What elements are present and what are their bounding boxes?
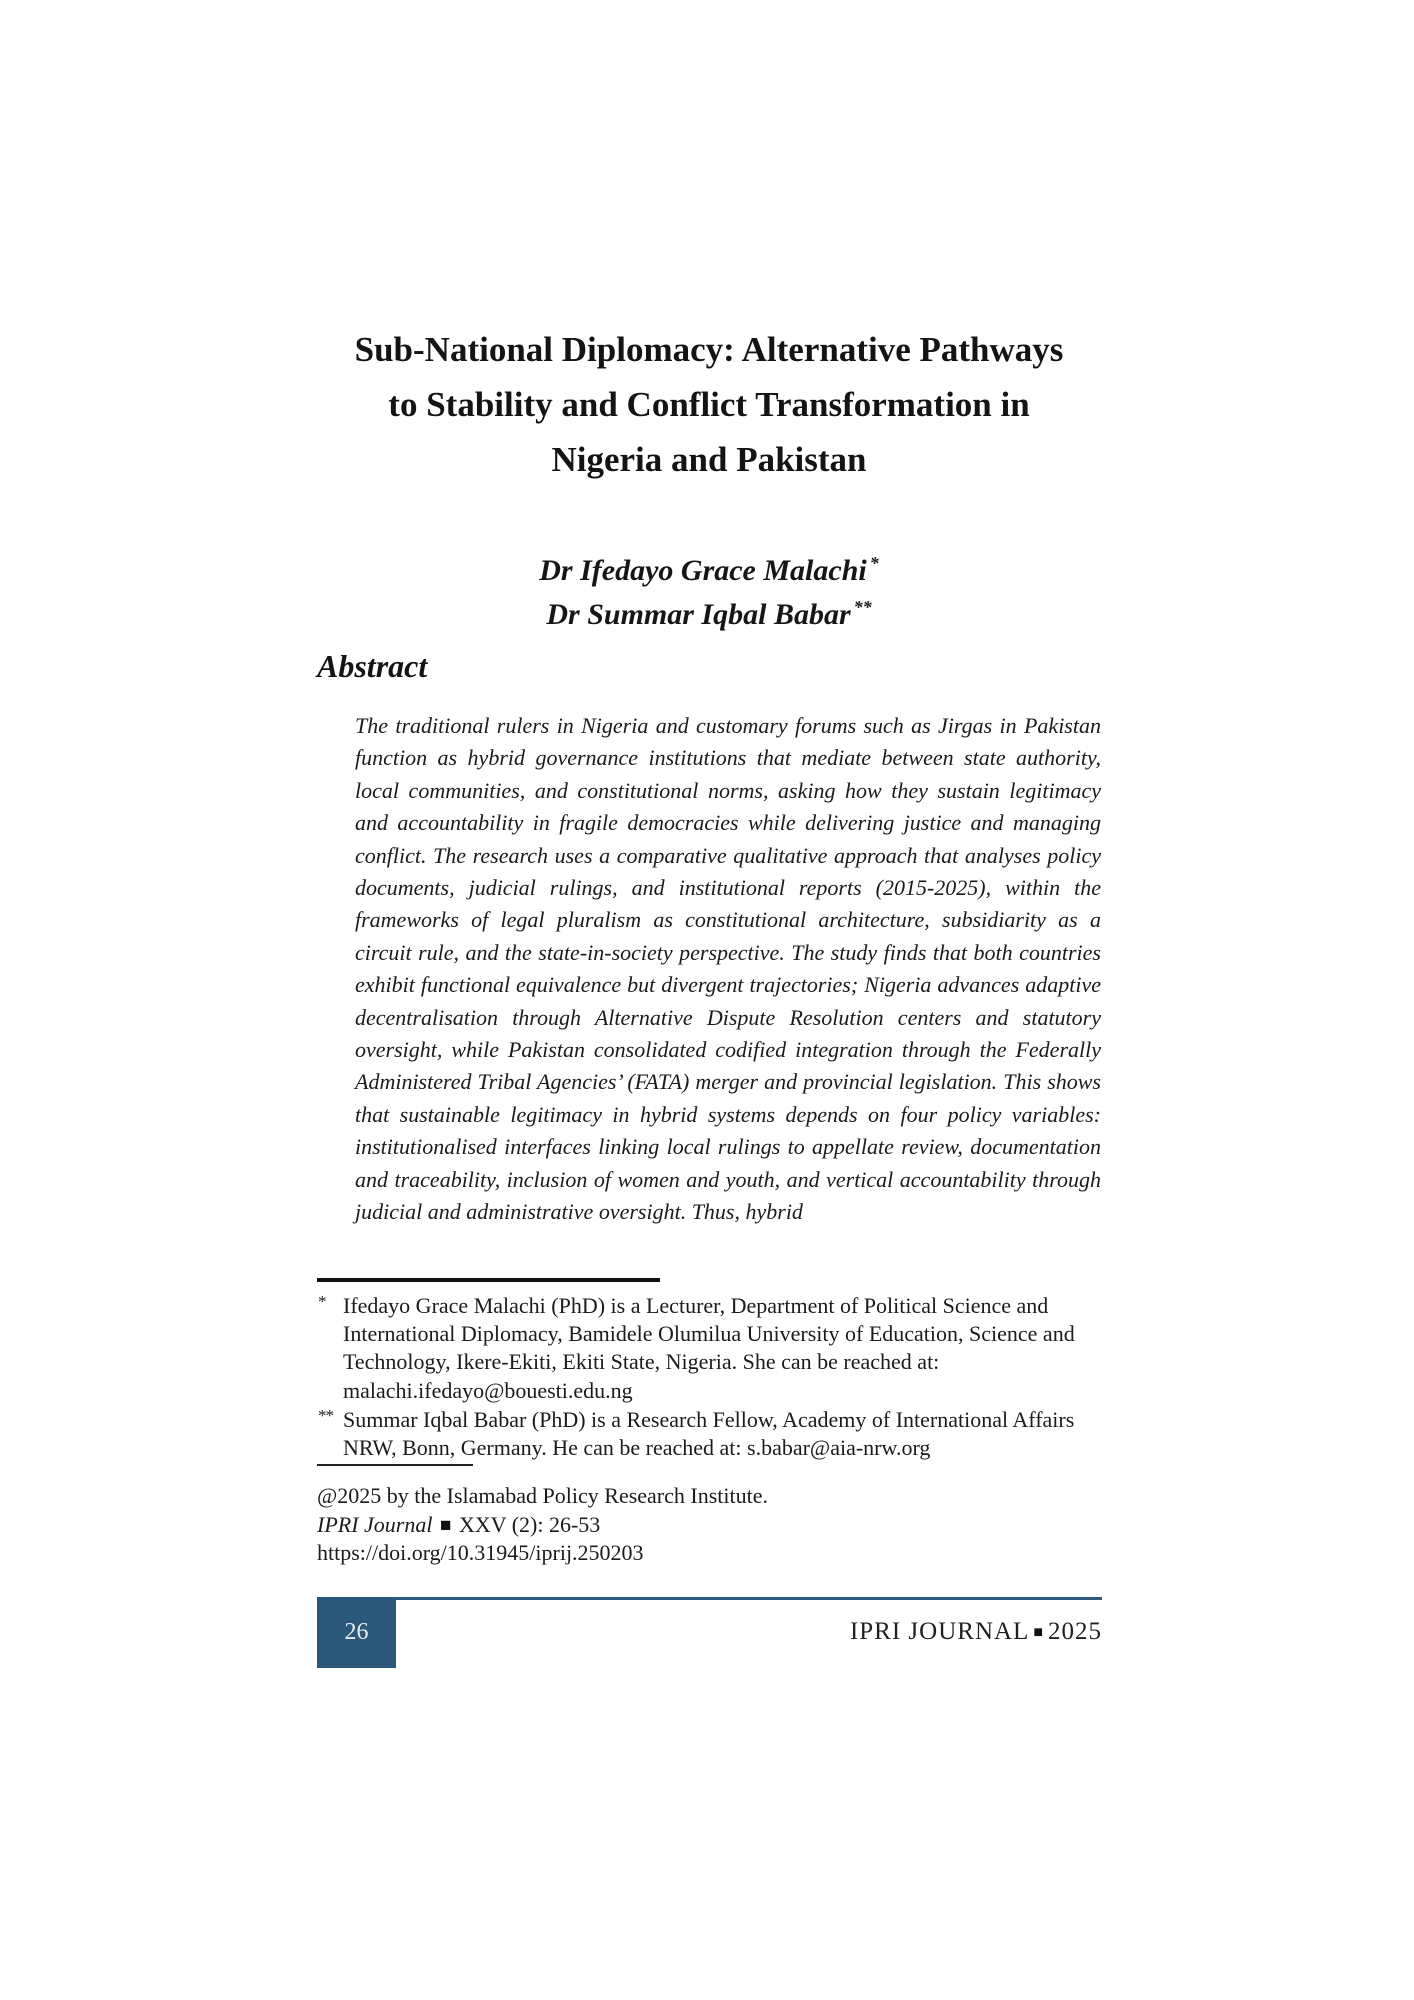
footnote-2-marker: **	[318, 1405, 333, 1425]
footer-rule	[317, 1597, 1102, 1600]
author-1-footnote-marker: *	[869, 553, 879, 573]
imprint-block	[317, 1482, 1117, 1568]
journal-name-italic: IPRI Journal	[317, 1511, 433, 1537]
article-title-line-2: to Stability and Conflict Transformation in	[388, 385, 1030, 424]
footnote-1-marker: *	[318, 1292, 326, 1311]
footnote-1	[317, 1292, 1117, 1405]
author-2	[317, 589, 1101, 633]
author-block	[317, 545, 1101, 633]
journal-issue-line	[317, 1511, 1117, 1540]
imprint-separator-rule	[317, 1464, 473, 1466]
footnote-2-line-2: NRW, Bonn, Germany. He can be reached at: s.babar@aia-nrw.org	[343, 1435, 931, 1461]
author-2-name: Dr Summar Iqbal Babar	[546, 598, 851, 631]
author-1-name: Dr Ifedayo Grace Malachi	[539, 554, 867, 587]
square-bullet-icon: ■	[439, 1514, 452, 1536]
footnote-2-line-1: Summar Iqbal Babar (PhD) is a Research Fellow, Academy of International Affairs	[343, 1406, 1075, 1432]
footer-journal-name: IPRI JOURNAL	[849, 1618, 1030, 1645]
author-2-footnote-marker: **	[853, 597, 872, 617]
article-title-line-1: Sub-National Diplomacy: Alternative Pathways	[354, 330, 1064, 369]
footnote-1-line-1: Ifedayo Grace Malachi (PhD) is a Lecturer, Department of Political Science and	[343, 1293, 1049, 1318]
author-1	[317, 545, 1101, 589]
footnote-separator-rule	[317, 1278, 660, 1282]
footnote-1-line-3: Technology, Ikere-Ekiti, Ekiti State, Nigeria. She can be reached at:	[343, 1349, 940, 1375]
article-title-line-3: Nigeria and Pakistan	[551, 440, 867, 479]
footnotes	[317, 1292, 1117, 1463]
footer-square-bullet-icon: ■	[1033, 1624, 1044, 1641]
page-number: 26	[344, 1619, 369, 1645]
abstract-heading: Abstract	[317, 648, 428, 684]
footnote-1-line-2: International Diplomacy, Bamidele Olumilua University of Education, Science and	[343, 1321, 1075, 1347]
footer-year: 2025	[1048, 1618, 1102, 1645]
issue-pages: XXV (2): 26-53	[458, 1511, 601, 1537]
footnote-1-email: malachi.ifedayo@bouesti.edu.ng	[343, 1377, 633, 1403]
footer-journal-label	[317, 1618, 1102, 1646]
doi-text: https://doi.org/10.31945/iprij.250203	[317, 1540, 644, 1565]
abstract-text: The traditional rulers in Nigeria and customary forums such as Jirgas in Pakistan function as hybrid governance institutions that mediate between state authority, local communities, and constitutional norms, asking how they sustain legitimacy and accountability in fragile democracies while delivering justice and managing conflict. The research uses a comparative qualitative approach that analyses policy documents, judicial rulings, and institutional reports (2015-2025), within the frameworks of legal pluralism as constitutional architecture, subsidiarity as a circuit rule, and the state-in-society perspective. The study finds that both countries exhibit functional equivalence but divergent trajectories; Nigeria advances adaptive decentralisation through Alternative Dispute Resolution centers and statutory oversight, while Pakistan consolidated codified integration through the Federally Administered Tribal Agencies’ (FATA) merger and provincial legislation. This shows that sustainable legitimacy in hybrid systems depends on four policy variables: institutionalised interfaces linking local rulings to appellate review, documentation and traceability, inclusion of women and youth, and vertical accountability through judicial and administrative oversight. Thus, hybrid	[355, 713, 1101, 1225]
footnote-2	[317, 1406, 1117, 1462]
copyright-line: @2025 by the Islamabad Policy Research Institute.	[317, 1483, 768, 1508]
article-title	[317, 322, 1101, 487]
